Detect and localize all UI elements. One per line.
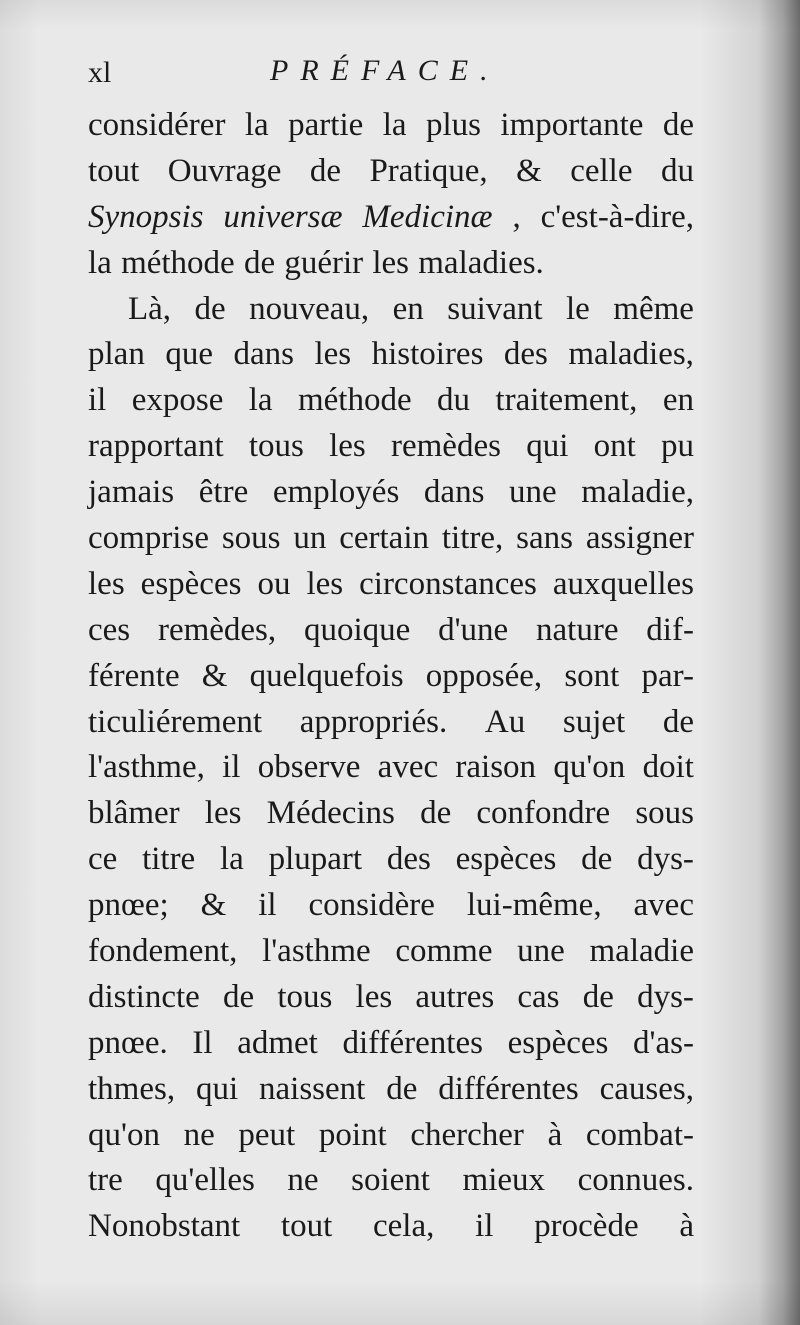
text-line: plan que dans les histoires des maladies, [88,336,694,373]
text-line: considérer la partie la plus importante de [88,107,694,143]
text-line: ce titre la plupart des espèces de dys- [88,841,694,878]
text-line: les espèces ou les circonstances auxquelles [88,565,694,602]
text-line: la méthode de guérir les maladies. [88,244,544,281]
text-line: thmes, qui naissent de différentes causes, [88,1070,694,1107]
page-number: xl [88,56,112,89]
text-line: rapportant tous les remèdes qui ont pu [88,428,694,465]
text-line: tre qu'elles ne soient mieux connues. [88,1162,694,1199]
text-line: fondement, l'asthme comme une maladie [88,933,694,970]
gutter-shadow [758,0,800,1325]
text-line: Là, de nouveau, en suivant le même [128,290,694,327]
text-line: ticuliérement appropriés. Au sujet de [88,703,694,740]
text-line: pnœe; & il considère lui-même, avec [88,887,694,924]
text-line: blâmer les Médecins de confondre sous [88,795,694,832]
text-line: Nonobstant tout cela, il procède à [88,1208,694,1245]
text-line: pnœe. Il admet différentes espèces d'as- [88,1024,694,1061]
text-line: l'asthme, il observe avec raison qu'on doit [88,749,694,786]
text-line: distincte de tous les autres cas de dys- [88,978,694,1015]
text-line: jamais être employés dans une maladie, [88,474,694,511]
text-line: il expose la méthode du traitement, en [88,382,694,419]
text-line: férente & quelquefois opposée, sont par- [88,657,694,694]
text-line: qu'on ne peut point chercher à combat- [88,1116,694,1153]
text-line: Synopsis universæ Medicinæ , c'est-à-dire, [88,198,694,235]
text-line: ces remèdes, quoique d'une nature dif- [88,611,694,648]
text-line: tout Ouvrage de Pratique, & celle du [88,152,694,189]
running-head [88,48,698,104]
running-title: PRÉFACE. [270,54,500,87]
text-line: comprise sous un certain titre, sans assigner [88,520,694,557]
body-text [88,103,694,1250]
